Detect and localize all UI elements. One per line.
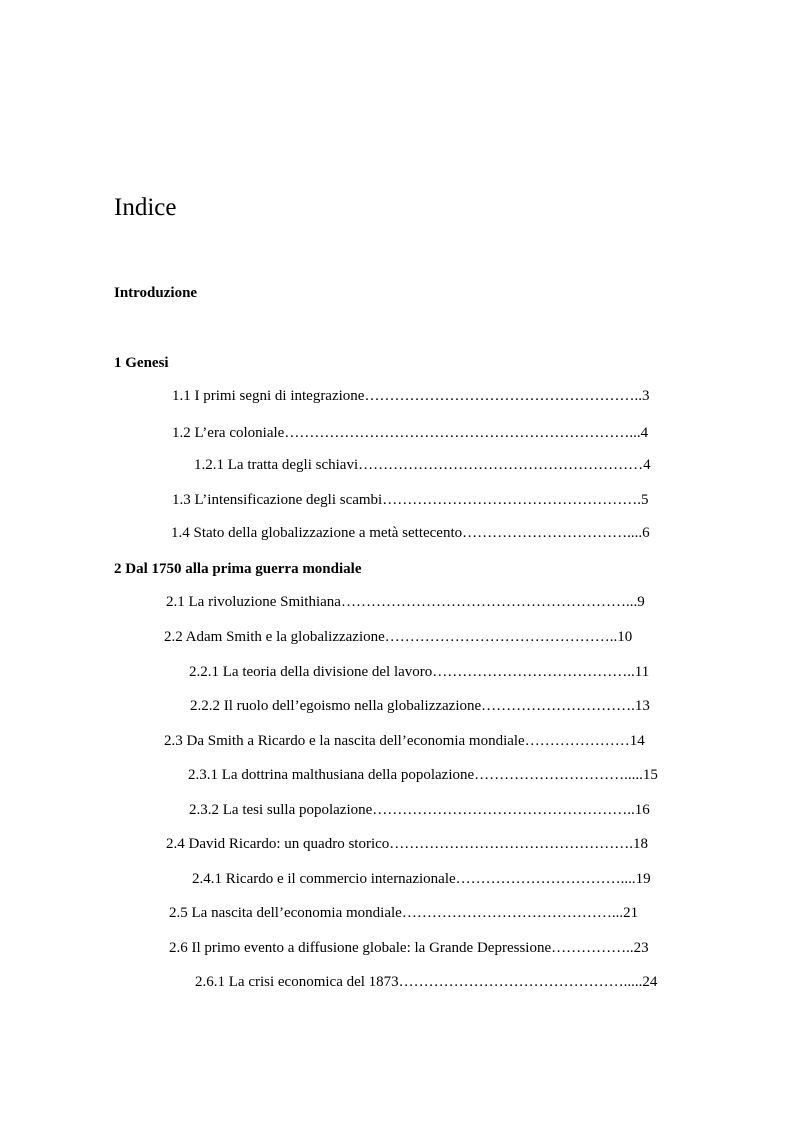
- page-title: Indice: [114, 194, 177, 221]
- toc-entry-1-1: 1.1 I primi segni di integrazione………………………………………………..3: [172, 388, 650, 404]
- toc-entry-2-2-1: 2.2.1 La teoria della divisione del lavoro…………………………………..11: [189, 664, 650, 680]
- toc-entry-2-2-2: 2.2.2 Il ruolo dell’egoismo nella globalizzazione………………………….13: [190, 698, 650, 714]
- toc-entry-2-6-1: 2.6.1 La crisi economica del 1873……………………………………….....24: [195, 974, 658, 990]
- toc-entry-1-4: 1.4 Stato della globalizzazione a metà settecento……………………………....6: [171, 525, 650, 541]
- toc-heading-chapter-1: 1 Genesi: [114, 355, 169, 371]
- toc-entry-1-3: 1.3 L’intensificazione degli scambi…………………………………………….5: [172, 492, 649, 508]
- toc-entry-1-2-1: 1.2.1 La tratta degli schiavi…………………………………………………4: [194, 457, 651, 473]
- toc-entry-2-6: 2.6 Il primo evento a diffusione globale: la Grande Depressione……………..23: [169, 940, 649, 956]
- toc-heading-chapter-2: 2 Dal 1750 alla prima guerra mondiale: [114, 561, 362, 577]
- toc-entry-2-3: 2.3 Da Smith a Ricardo e la nascita dell’economia mondiale…………………14: [164, 733, 645, 749]
- toc-entry-2-2: 2.2 Adam Smith e la globalizzazione………………………………………..10: [164, 629, 633, 645]
- toc-entry-2-5: 2.5 La nascita dell’economia mondiale……………………………………...21: [169, 905, 639, 921]
- toc-entry-2-3-2: 2.3.2 La tesi sulla popolazione……………………………………………..16: [189, 802, 650, 818]
- toc-entry-2-3-1: 2.3.1 La dottrina malthusiana della popolazione………………………….....15: [188, 767, 658, 783]
- toc-entry-1-2: 1.2 L’era coloniale……………………………………………………………...4: [172, 425, 649, 441]
- toc-heading-introduzione: Introduzione: [114, 285, 198, 301]
- toc-entry-2-4: 2.4 David Ricardo: un quadro storico………………………………………….18: [166, 836, 649, 852]
- toc-entry-2-1: 2.1 La rivoluzione Smithiana…………………………………………………...9: [166, 594, 645, 610]
- toc-entry-2-4-1: 2.4.1 Ricardo e il commercio internazionale……………………………....19: [192, 871, 651, 887]
